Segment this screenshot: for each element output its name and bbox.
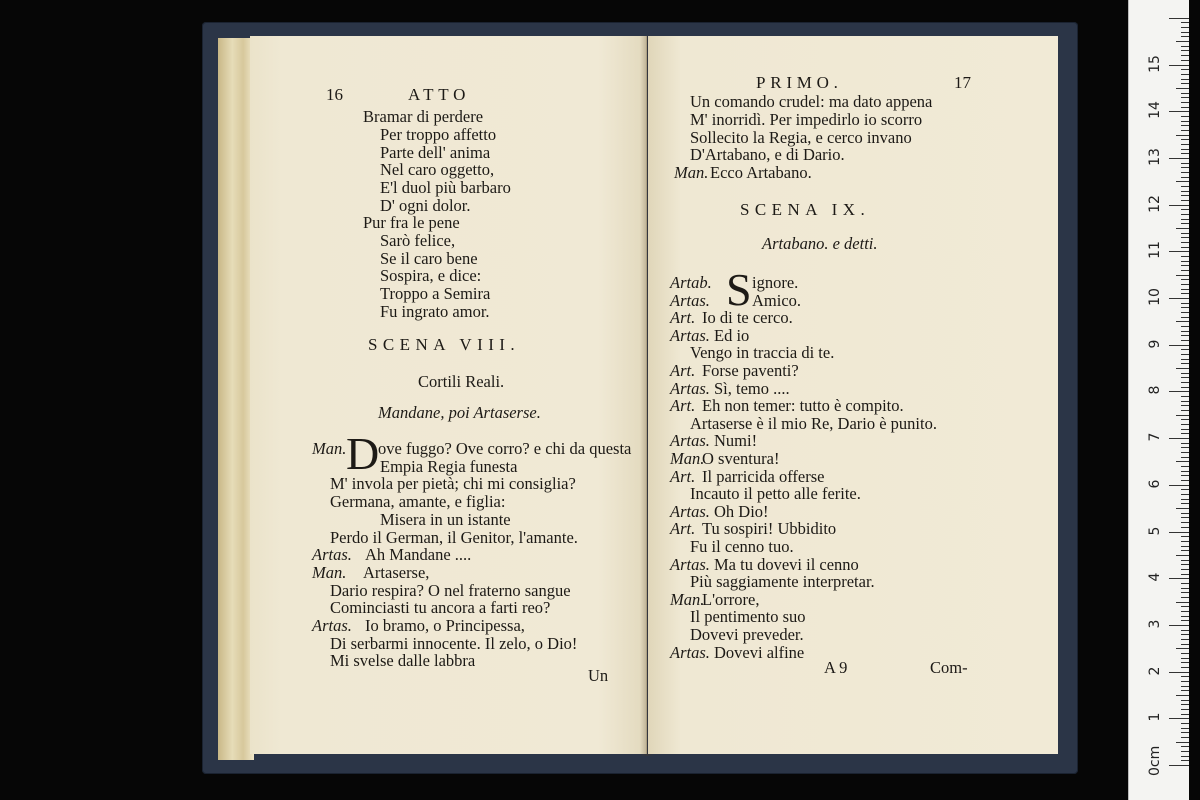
ruler-label: 9	[1147, 339, 1163, 349]
dialogue-line: D'Artabano, e di Dario.	[690, 145, 845, 165]
ruler-tick	[1181, 401, 1189, 402]
ruler-tick	[1181, 242, 1189, 243]
dialogue-line: Cominciasti tu ancora a farti reo?	[330, 598, 551, 618]
dialogue-line: Amico.	[752, 290, 802, 310]
ruler-tick	[1181, 723, 1189, 724]
ruler-tick	[1181, 27, 1189, 28]
ruler-tick	[1181, 50, 1189, 51]
running-head: PRIMO.	[756, 73, 843, 92]
speaker-label: Artas.	[312, 545, 352, 565]
ruler-tick	[1181, 237, 1189, 238]
ruler-tick	[1181, 433, 1189, 434]
ruler-tick	[1181, 312, 1189, 313]
verse-line: E'l duol più barbaro	[380, 178, 511, 198]
verse-line: D' ogni dolor.	[380, 196, 471, 215]
ruler-tick	[1181, 335, 1189, 336]
ruler-tick	[1181, 79, 1189, 80]
ruler-label: 2	[1147, 666, 1163, 676]
ruler-tick	[1181, 527, 1189, 528]
ruler-tick	[1181, 536, 1189, 537]
speaker-label: Man.	[670, 589, 705, 609]
ruler-tick	[1169, 298, 1189, 299]
ruler-label: 10	[1147, 288, 1163, 306]
right-page	[648, 36, 1058, 754]
ruler-tick	[1181, 354, 1189, 355]
ruler-tick	[1181, 139, 1189, 140]
dialogue-line: Io di te cerco.	[702, 308, 793, 328]
ruler-tick	[1181, 658, 1189, 659]
ruler-tick	[1181, 326, 1189, 327]
dialogue-line: Io bramo, o Principessa,	[365, 616, 525, 635]
ruler-tick	[1181, 517, 1189, 518]
dialogue-line: M' invola per pietà; chi mi consiglia?	[330, 474, 576, 494]
ruler-tick	[1176, 181, 1189, 182]
scene-title: SCENA IX.	[740, 200, 871, 219]
ruler-tick	[1181, 102, 1189, 103]
ruler-tick	[1176, 88, 1189, 89]
ruler-label: 0cm	[1147, 745, 1163, 776]
ruler-tick	[1181, 340, 1189, 341]
verse-line: Sarò felice,	[380, 230, 456, 250]
speaker-label: Artas.	[670, 325, 710, 345]
ruler-tick	[1181, 265, 1189, 266]
ruler-tick	[1181, 447, 1189, 448]
ruler-label: 3	[1147, 619, 1163, 629]
ruler-tick	[1181, 83, 1189, 84]
ruler-tick	[1181, 387, 1189, 388]
ruler-tick	[1176, 135, 1189, 136]
ruler-tick	[1181, 410, 1189, 411]
speaker-label: Art.	[670, 466, 696, 486]
ruler-tick	[1176, 602, 1189, 603]
speaker-label: Artas.	[670, 554, 710, 574]
ruler-tick	[1176, 461, 1189, 462]
ruler-tick	[1176, 648, 1189, 649]
ruler-tick	[1181, 307, 1189, 308]
ruler-tick	[1169, 532, 1189, 533]
ruler-tick	[1176, 368, 1189, 369]
speaker-label: Art.	[670, 361, 696, 380]
ruler-label: 1	[1147, 712, 1163, 722]
ruler-tick	[1181, 200, 1189, 201]
ruler-tick	[1181, 489, 1189, 490]
ruler-tick	[1181, 466, 1189, 467]
dialogue-line: Dovevi preveder.	[690, 625, 804, 644]
ruler-tick	[1181, 167, 1189, 168]
ruler-tick	[1181, 186, 1189, 187]
ruler-tick	[1181, 93, 1189, 94]
verse-line: Troppo a Semira	[380, 284, 491, 304]
speaker-label: Artas.	[670, 290, 710, 310]
dialogue-line: Un comando crudel: ma dato appena	[690, 92, 933, 111]
ruler-tick	[1181, 209, 1189, 210]
dialogue-line: Oh Dio!	[714, 501, 769, 521]
ruler-label: 13	[1147, 147, 1163, 166]
ruler-tick	[1181, 359, 1189, 360]
ruler-tick	[1169, 765, 1189, 766]
ruler-tick	[1181, 74, 1189, 75]
speaker-label: Man.	[312, 439, 347, 458]
speaker-label: Man.	[670, 449, 705, 468]
ruler-tick	[1181, 377, 1189, 378]
ruler-tick	[1181, 471, 1189, 472]
speaker-label: Art.	[670, 519, 696, 539]
ruler-tick	[1169, 18, 1189, 19]
page-edges	[218, 38, 254, 760]
dialogue-line: Sollecito la Regia, e cerco invano	[690, 127, 912, 147]
ruler-tick	[1181, 728, 1189, 729]
ruler-tick	[1181, 709, 1189, 710]
ruler-tick	[1169, 485, 1189, 486]
ruler-tick	[1181, 494, 1189, 495]
dialogue-line: O sventura!	[702, 449, 780, 468]
ruler-tick	[1181, 177, 1189, 178]
ruler-tick	[1181, 97, 1189, 98]
ruler-tick	[1181, 760, 1189, 761]
signature-mark: A 9	[824, 658, 848, 677]
running-head: ATTO	[408, 85, 471, 104]
dialogue-line: ignore.	[752, 273, 799, 292]
ruler-tick	[1181, 690, 1189, 691]
ruler-tick	[1169, 578, 1189, 579]
ruler-tick	[1181, 55, 1189, 56]
speaker-label: Artas.	[670, 431, 710, 451]
dialogue-line: Misera in un istante	[380, 509, 511, 529]
dialogue-line: Fu il cenno tuo.	[690, 537, 794, 556]
speaker-label: Artas.	[670, 642, 710, 662]
ruler-tick	[1169, 158, 1189, 159]
ruler-tick	[1181, 513, 1189, 514]
dialogue-line: Dovevi alfine	[714, 642, 805, 662]
dialogue-line: Vengo in traccia di te.	[690, 343, 835, 363]
speaker-label: Artab.	[670, 273, 712, 292]
ruler-tick	[1181, 592, 1189, 593]
ruler-tick	[1181, 630, 1189, 631]
ruler-tick	[1181, 22, 1189, 23]
ruler-tick	[1181, 634, 1189, 635]
dialogue-line: Incauto il petto alle ferite.	[690, 484, 861, 504]
dialogue-line: Più saggiamente interpretar.	[690, 572, 875, 592]
ruler-tick	[1176, 321, 1189, 322]
dialogue-line: Forse paventi?	[702, 361, 799, 380]
catchword: Com-	[930, 658, 968, 677]
dialogue-line: Sì, temo ....	[714, 378, 790, 398]
ruler-tick	[1181, 149, 1189, 150]
ruler-tick	[1181, 606, 1189, 607]
ruler-tick	[1181, 569, 1189, 570]
ruler-tick	[1181, 667, 1189, 668]
ruler-tick	[1181, 60, 1189, 61]
ruler-tick	[1181, 36, 1189, 37]
ruler-tick	[1181, 270, 1189, 271]
ruler-tick	[1181, 293, 1189, 294]
ruler-tick	[1181, 46, 1189, 47]
ruler-tick	[1169, 251, 1189, 252]
verse-line: Nel caro oggetto,	[380, 160, 495, 180]
ruler-tick	[1181, 662, 1189, 663]
ruler-tick	[1181, 256, 1189, 257]
ruler-tick	[1181, 214, 1189, 215]
drop-cap: S	[726, 264, 752, 315]
ruler-tick	[1181, 480, 1189, 481]
verse-line: Per troppo affetto	[380, 124, 497, 144]
ruler-tick	[1176, 508, 1189, 509]
ruler-tick	[1181, 223, 1189, 224]
dialogue-line: Ma tu dovevi il cenno	[714, 554, 859, 574]
ruler-tick	[1181, 331, 1189, 332]
ruler-tick	[1181, 560, 1189, 561]
ruler-tick	[1181, 69, 1189, 70]
dialogue-line: Il parricida offerse	[702, 466, 825, 486]
ruler-tick	[1176, 742, 1189, 743]
ruler-tick	[1169, 205, 1189, 206]
page-number: 17	[954, 73, 971, 92]
ruler-tick	[1181, 550, 1189, 551]
catchword: Un	[588, 666, 609, 685]
ruler-tick	[1181, 363, 1189, 364]
ruler-tick	[1181, 620, 1189, 621]
ruler-tick	[1181, 756, 1189, 757]
ruler-tick	[1181, 588, 1189, 589]
verse-line: Sospira, e dice:	[380, 266, 482, 286]
dialogue-line: Tu sospiri! Ubbidito	[702, 519, 837, 539]
dialogue-line: L'orrore,	[702, 589, 760, 609]
ruler-tick	[1176, 555, 1189, 556]
ruler-tick	[1169, 111, 1189, 112]
dialogue-line: Eh non temer: tutto è compito.	[702, 396, 904, 416]
ruler-tick	[1169, 65, 1189, 66]
verse-line: Parte dell' anima	[380, 142, 491, 162]
ruler-tick	[1181, 373, 1189, 374]
ruler-tick	[1181, 751, 1189, 752]
ruler-label: 11	[1147, 241, 1163, 260]
ruler-tick	[1181, 452, 1189, 453]
ruler-tick	[1181, 503, 1189, 504]
speaker-label: Man.	[674, 163, 709, 183]
page-number: 16	[326, 85, 343, 104]
dialogue-line: Germana, amante, e figlia:	[330, 492, 506, 512]
ruler-tick	[1169, 345, 1189, 346]
ruler-tick	[1181, 219, 1189, 220]
ruler-tick	[1181, 349, 1189, 350]
ruler-tick	[1176, 695, 1189, 696]
speaker-label: Art.	[670, 396, 696, 416]
ruler-tick	[1181, 644, 1189, 645]
ruler-tick	[1181, 737, 1189, 738]
ruler-tick	[1176, 415, 1189, 416]
ruler-tick	[1181, 317, 1189, 318]
ruler-tick	[1181, 574, 1189, 575]
ruler-tick	[1176, 228, 1189, 229]
ruler-tick	[1181, 233, 1189, 234]
ruler-tick	[1181, 714, 1189, 715]
dialogue-line: Empia Regia funesta	[380, 456, 518, 476]
ruler-label: 4	[1147, 572, 1163, 582]
ruler-tick	[1181, 419, 1189, 420]
scene-setting: Cortili Reali.	[418, 372, 505, 391]
dialogue-line: ove fuggo? Ove corro? e chi da questa	[378, 439, 632, 458]
ruler-tick	[1181, 686, 1189, 687]
ruler-label: 12	[1147, 194, 1163, 213]
ruler-label: 7	[1147, 432, 1163, 442]
ruler-tick	[1181, 247, 1189, 248]
verse-line: Fu ingrato amor.	[380, 302, 490, 321]
ruler-tick	[1181, 396, 1189, 397]
dialogue-line: Di serbarmi innocente. Il zelo, o Dio!	[330, 633, 578, 653]
ruler-tick	[1181, 153, 1189, 154]
ruler-tick	[1181, 704, 1189, 705]
speaker-label: Artas.	[670, 378, 710, 398]
dialogue-line: Il pentimento suo	[690, 607, 806, 627]
ruler-tick	[1181, 475, 1189, 476]
scene-characters: Mandane, poi Artaserse.	[378, 403, 541, 422]
ruler-label: 5	[1147, 526, 1163, 535]
speaker-label: Artas.	[312, 616, 352, 635]
ruler-label: 8	[1147, 385, 1163, 395]
ruler-tick	[1181, 195, 1189, 196]
dialogue-line: Artaserse,	[363, 562, 430, 582]
verse-line: Se il caro bene	[380, 248, 478, 268]
ruler-tick	[1181, 499, 1189, 500]
ruler-tick	[1169, 438, 1189, 439]
ruler-tick	[1181, 32, 1189, 33]
ruler-tick	[1181, 546, 1189, 547]
ruler-tick	[1181, 121, 1189, 122]
ruler-tick	[1181, 289, 1189, 290]
ruler-tick	[1181, 653, 1189, 654]
ruler-tick	[1181, 116, 1189, 117]
speaker-label: Art.	[670, 308, 696, 328]
ruler-tick	[1181, 144, 1189, 145]
ruler-tick	[1176, 275, 1189, 276]
ruler-tick	[1181, 443, 1189, 444]
ruler-tick	[1181, 616, 1189, 617]
dialogue-line: Ah Mandane ....	[365, 545, 472, 565]
verse-line: Pur fra le pene	[363, 213, 460, 232]
ruler-tick	[1181, 130, 1189, 131]
ruler-tick	[1176, 41, 1189, 42]
ruler-tick	[1181, 457, 1189, 458]
ruler-tick	[1181, 681, 1189, 682]
ruler-tick	[1181, 107, 1189, 108]
scene-characters: Artabano. e detti.	[762, 234, 878, 253]
ruler-tick	[1169, 718, 1189, 719]
ruler-tick	[1181, 597, 1189, 598]
verse-line: Bramar di perdere	[363, 107, 484, 126]
ruler-tick	[1181, 284, 1189, 285]
ruler-tick	[1181, 639, 1189, 640]
ruler-tick	[1181, 732, 1189, 733]
ruler-tick	[1181, 522, 1189, 523]
ruler-tick	[1181, 700, 1189, 701]
ruler-tick	[1181, 746, 1189, 747]
ruler-tick	[1181, 676, 1189, 677]
dialogue-line: Ecco Artabano.	[710, 163, 812, 183]
ruler-tick	[1181, 279, 1189, 280]
ruler-tick	[1181, 424, 1189, 425]
speaker-label: Artas.	[670, 501, 710, 521]
measuring-ruler	[1128, 0, 1189, 800]
ruler-tick	[1169, 391, 1189, 392]
dialogue-line: Numi!	[714, 431, 758, 451]
drop-cap: D	[346, 428, 380, 479]
left-page	[250, 36, 647, 754]
speaker-label: Man.	[312, 562, 347, 582]
ruler-tick	[1181, 429, 1189, 430]
ruler-tick	[1181, 125, 1189, 126]
dialogue-line: Dario respira? O nel fraterno sangue	[330, 580, 571, 600]
dialogue-line: Perdo il German, il Genitor, l'amante.	[330, 527, 578, 547]
ruler-tick	[1181, 564, 1189, 565]
ruler-tick	[1181, 303, 1189, 304]
ruler-label: 6	[1147, 479, 1163, 489]
ruler-tick	[1181, 382, 1189, 383]
scene-title: SCENA VIII.	[368, 335, 521, 354]
dialogue-line: Mi svelse dalle labbra	[330, 651, 476, 671]
ruler-tick	[1181, 261, 1189, 262]
ruler-tick	[1181, 611, 1189, 612]
ruler-tick	[1181, 405, 1189, 406]
dialogue-line: M' inorridì. Per impedirlo io scorro	[690, 109, 923, 129]
ruler-tick	[1181, 583, 1189, 584]
ruler-tick	[1181, 541, 1189, 542]
ruler-tick	[1181, 172, 1189, 173]
ruler-tick	[1181, 191, 1189, 192]
ruler-tick	[1169, 672, 1189, 673]
dialogue-line: Ed io	[714, 325, 750, 345]
ruler-tick	[1181, 163, 1189, 164]
ruler-label: 14	[1147, 101, 1163, 120]
ruler-tick	[1169, 625, 1189, 626]
dialogue-line: Artaserse è il mio Re, Dario è punito.	[690, 413, 937, 433]
ruler-label: 15	[1147, 54, 1163, 73]
